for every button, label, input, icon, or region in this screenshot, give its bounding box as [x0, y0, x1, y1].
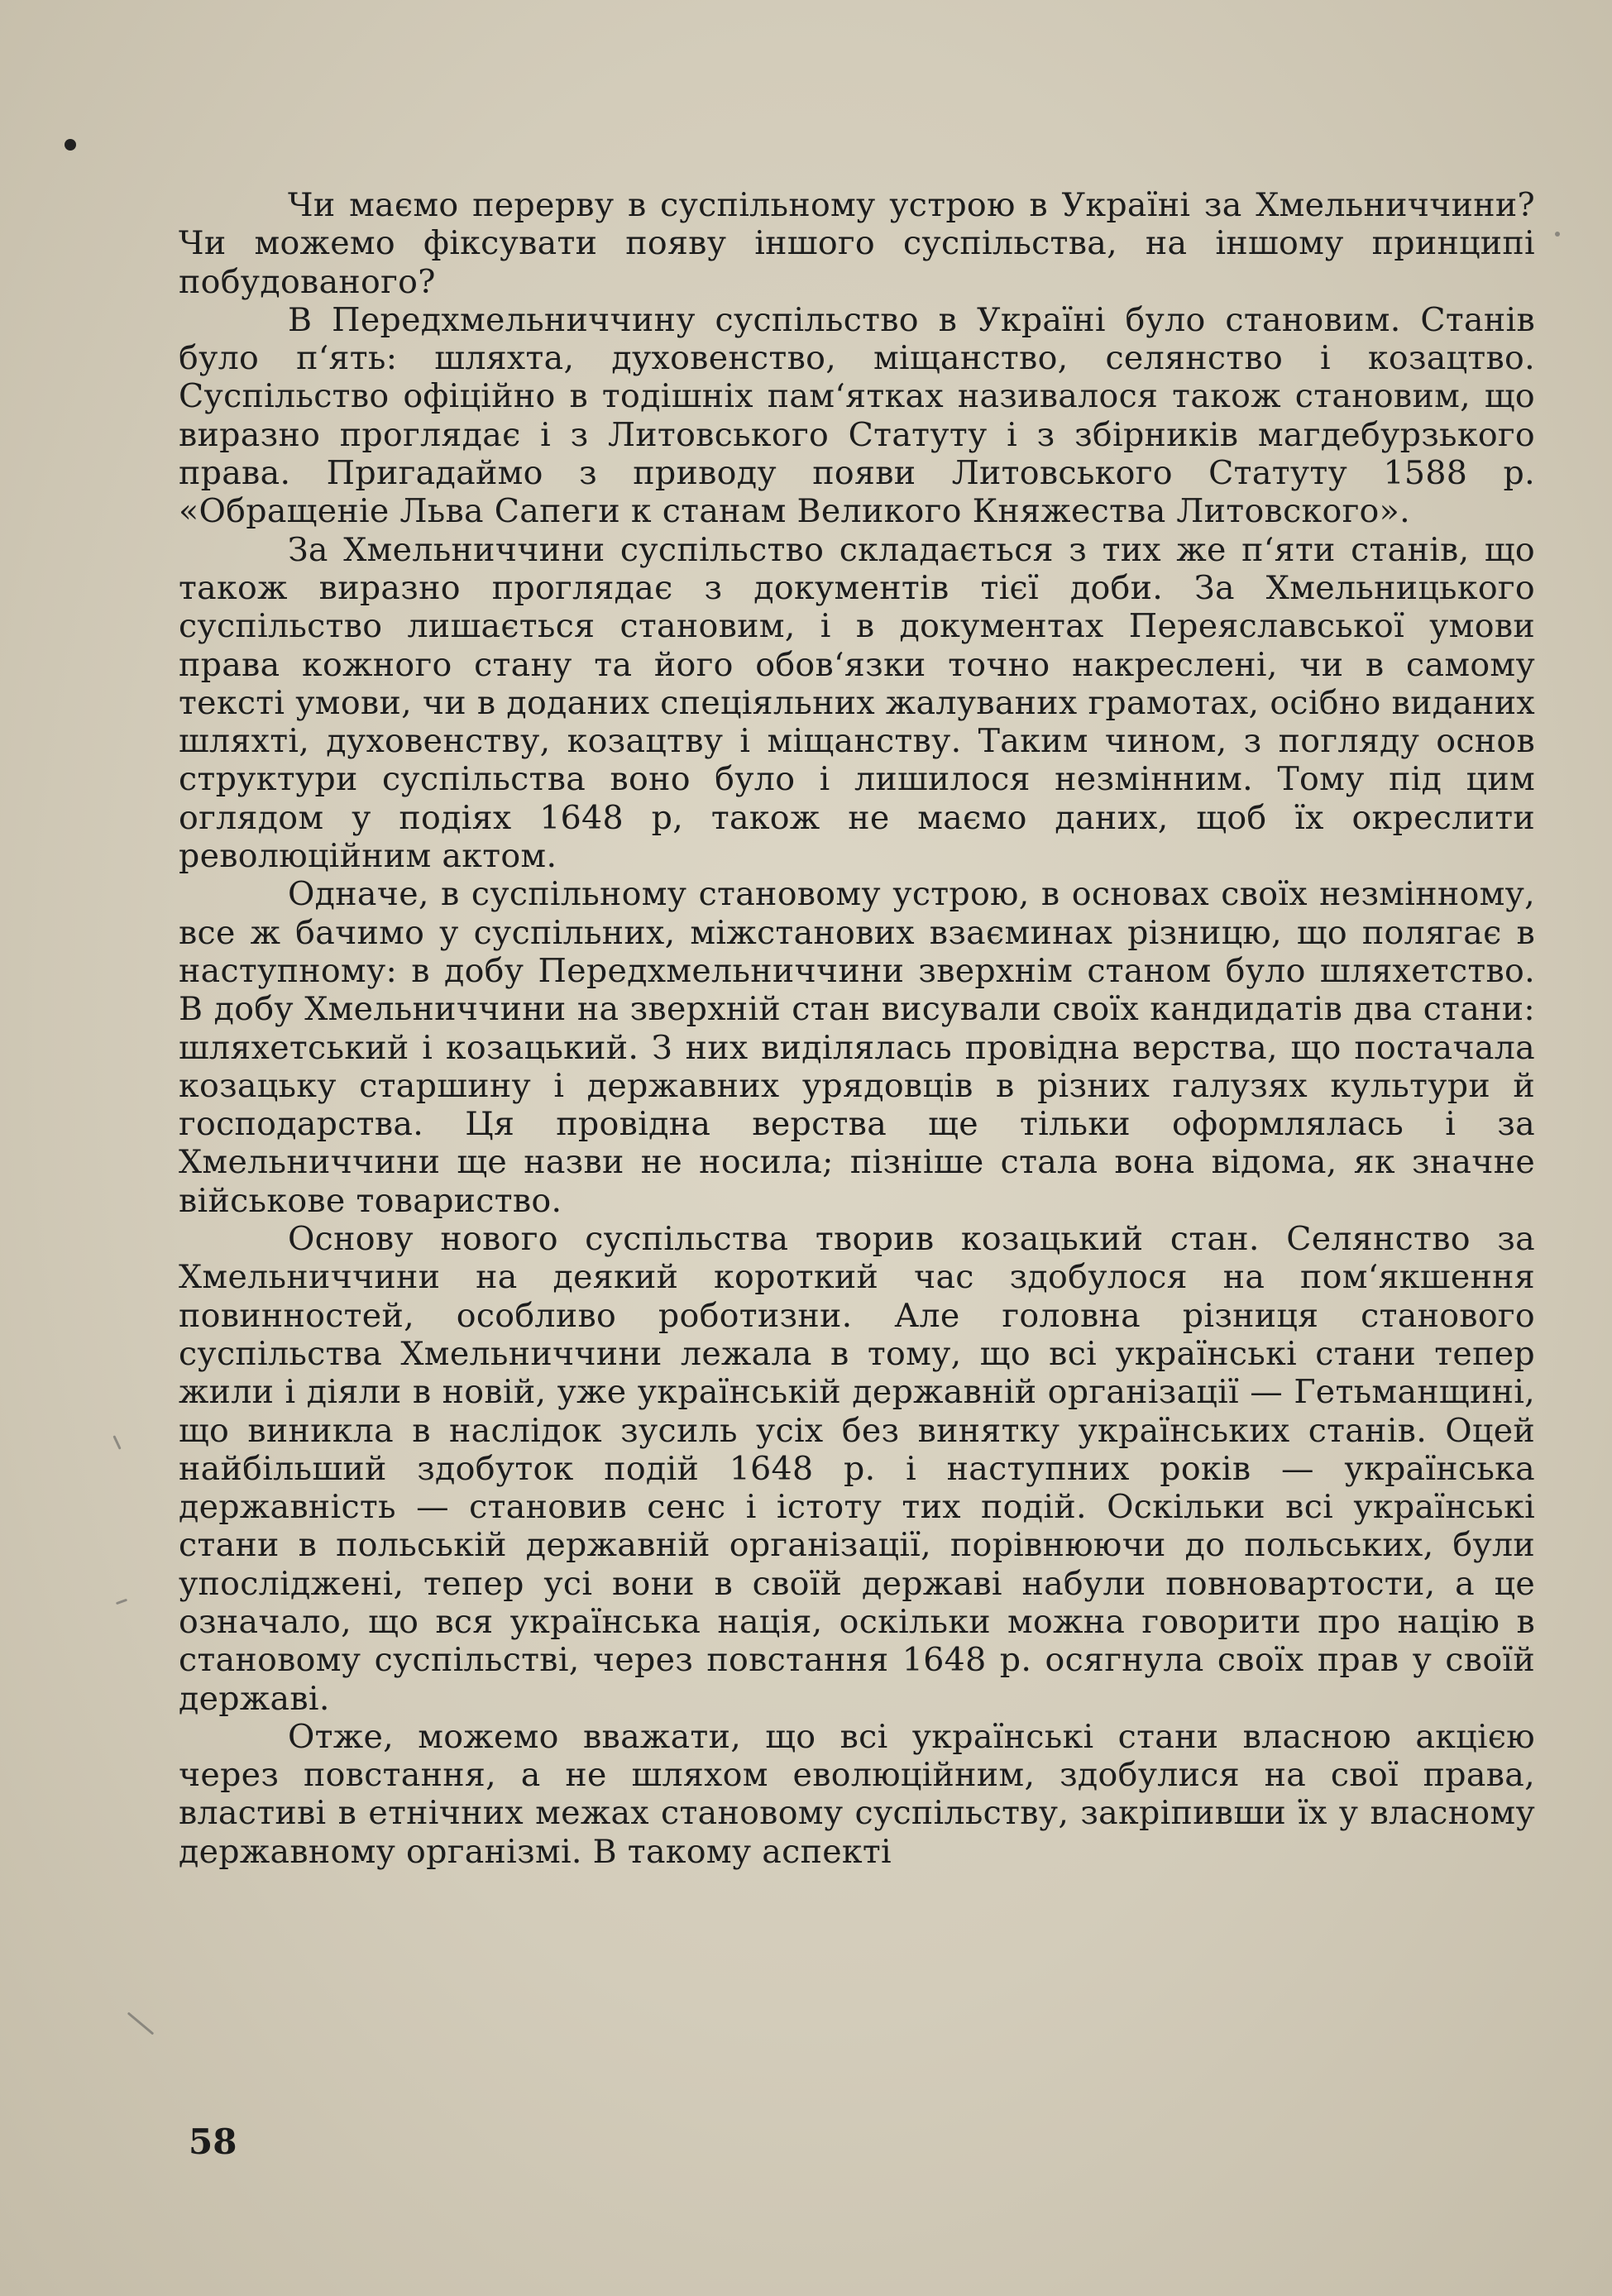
paper-speck [127, 2011, 155, 2035]
paragraph-1: Чи маємо перерву в суспільному устрою в Україні за Хмельниччини? Чи можемо фіксувати появу іншого суспільства, на іншому принципі побудованого? [179, 186, 1535, 301]
paragraph-5: Основу нового суспільства творив козацький стан. Селянство за Хмельниччини на деякий короткий час здобулося на пом‘якшення повинностей, особливо роботизни. Але головна різниця станового суспільства Хмельниччини лежала в тому, що всі українські стани тепер жили і діяли в новій, уже українській державній організації — Гетьманщині, що виникла в наслідок зусиль усіх без винятку українських станів. Оцей найбільший здобуток подій 1648 р. і наступних років — українська державність — становив сенс і істоту тих подій. Оскільки всі українські стани в польській державній організації, порівнюючи до польських, були упосліджені, тепер усі вони в своїй державі набули повновартости, а це означало, що вся українська нація, оскільки можна говорити про націю в становому суспільстві, через повстання 1648 р. осягнула своїх прав у своїй державі. [179, 1220, 1535, 1718]
paragraph-4: Одначе, в суспільному становому устрою, в основах своїх незмінному, все ж бачимо у суспільних, міжстанових взаєминах різницю, що полягає в наступному: в добу Передхмельниччини зверхнім станом було шляхетство. В добу Хмельниччини на зверхній стан висували своїх кандидатів два стани: шляхетський і козацький. З них виділялась провідна верства, що постачала козацьку старшину і державних урядовців в різних галузях культури й господарства. Ця провідна верства ще тільки оформлялась і за Хмельниччини ще назви не носила; пізніше стала вона відома, як значне військове товариство. [179, 875, 1535, 1220]
paper-speck [116, 1599, 127, 1605]
paragraph-2: В Передхмельниччину суспільство в Україні було становим. Станів було п‘ять: шляхта, духовенство, міщанство, селянство і козацтво. Суспільство офіційно в тодішніх пам‘ятках називалося також становим, що виразно проглядає і з Литовського Статуту і з збірників магдебурзького права. Пригадаймо з приводу появи Литовського Статуту 1588 р. «Обращеніе Льва Сапеги к станам Великого Княжества Литовского». [179, 300, 1535, 531]
paper-speck [1555, 232, 1560, 237]
ink-dot [65, 139, 76, 151]
paragraph-3: За Хмельниччини суспільство складається з тих же п‘яти станів, що також виразно проглядає з документів тієї доби. За Хмельницького суспільство лишається становим, і в документах Переяславської умови права кожного стану та його обов‘язки точно накреслені, чи в самому тексті умови, чи в доданих спеціяльних жалуваних грамотах, осібно виданих шляхті, духовенству, козацтву і міщанству. Таким чином, з погляду основ структури суспільства воно було і лишилося незмінним. Тому під цим оглядом у подіях 1648 р, також не маємо даних, щоб їх окреслити революційним актом. [179, 530, 1535, 876]
page-number: 58 [189, 2121, 237, 2162]
body-text [179, 186, 1535, 1871]
paragraph-6: Отже, можемо вважати, що всі українські стани власною акцією через повстання, а не шляхом еволюційним, здобулися на свої права, властиві в етнічних межах становому суспільству, закріпивши їх у власному державному організмі. В такому аспекті [179, 1717, 1535, 1871]
paper-speck [112, 1435, 121, 1450]
